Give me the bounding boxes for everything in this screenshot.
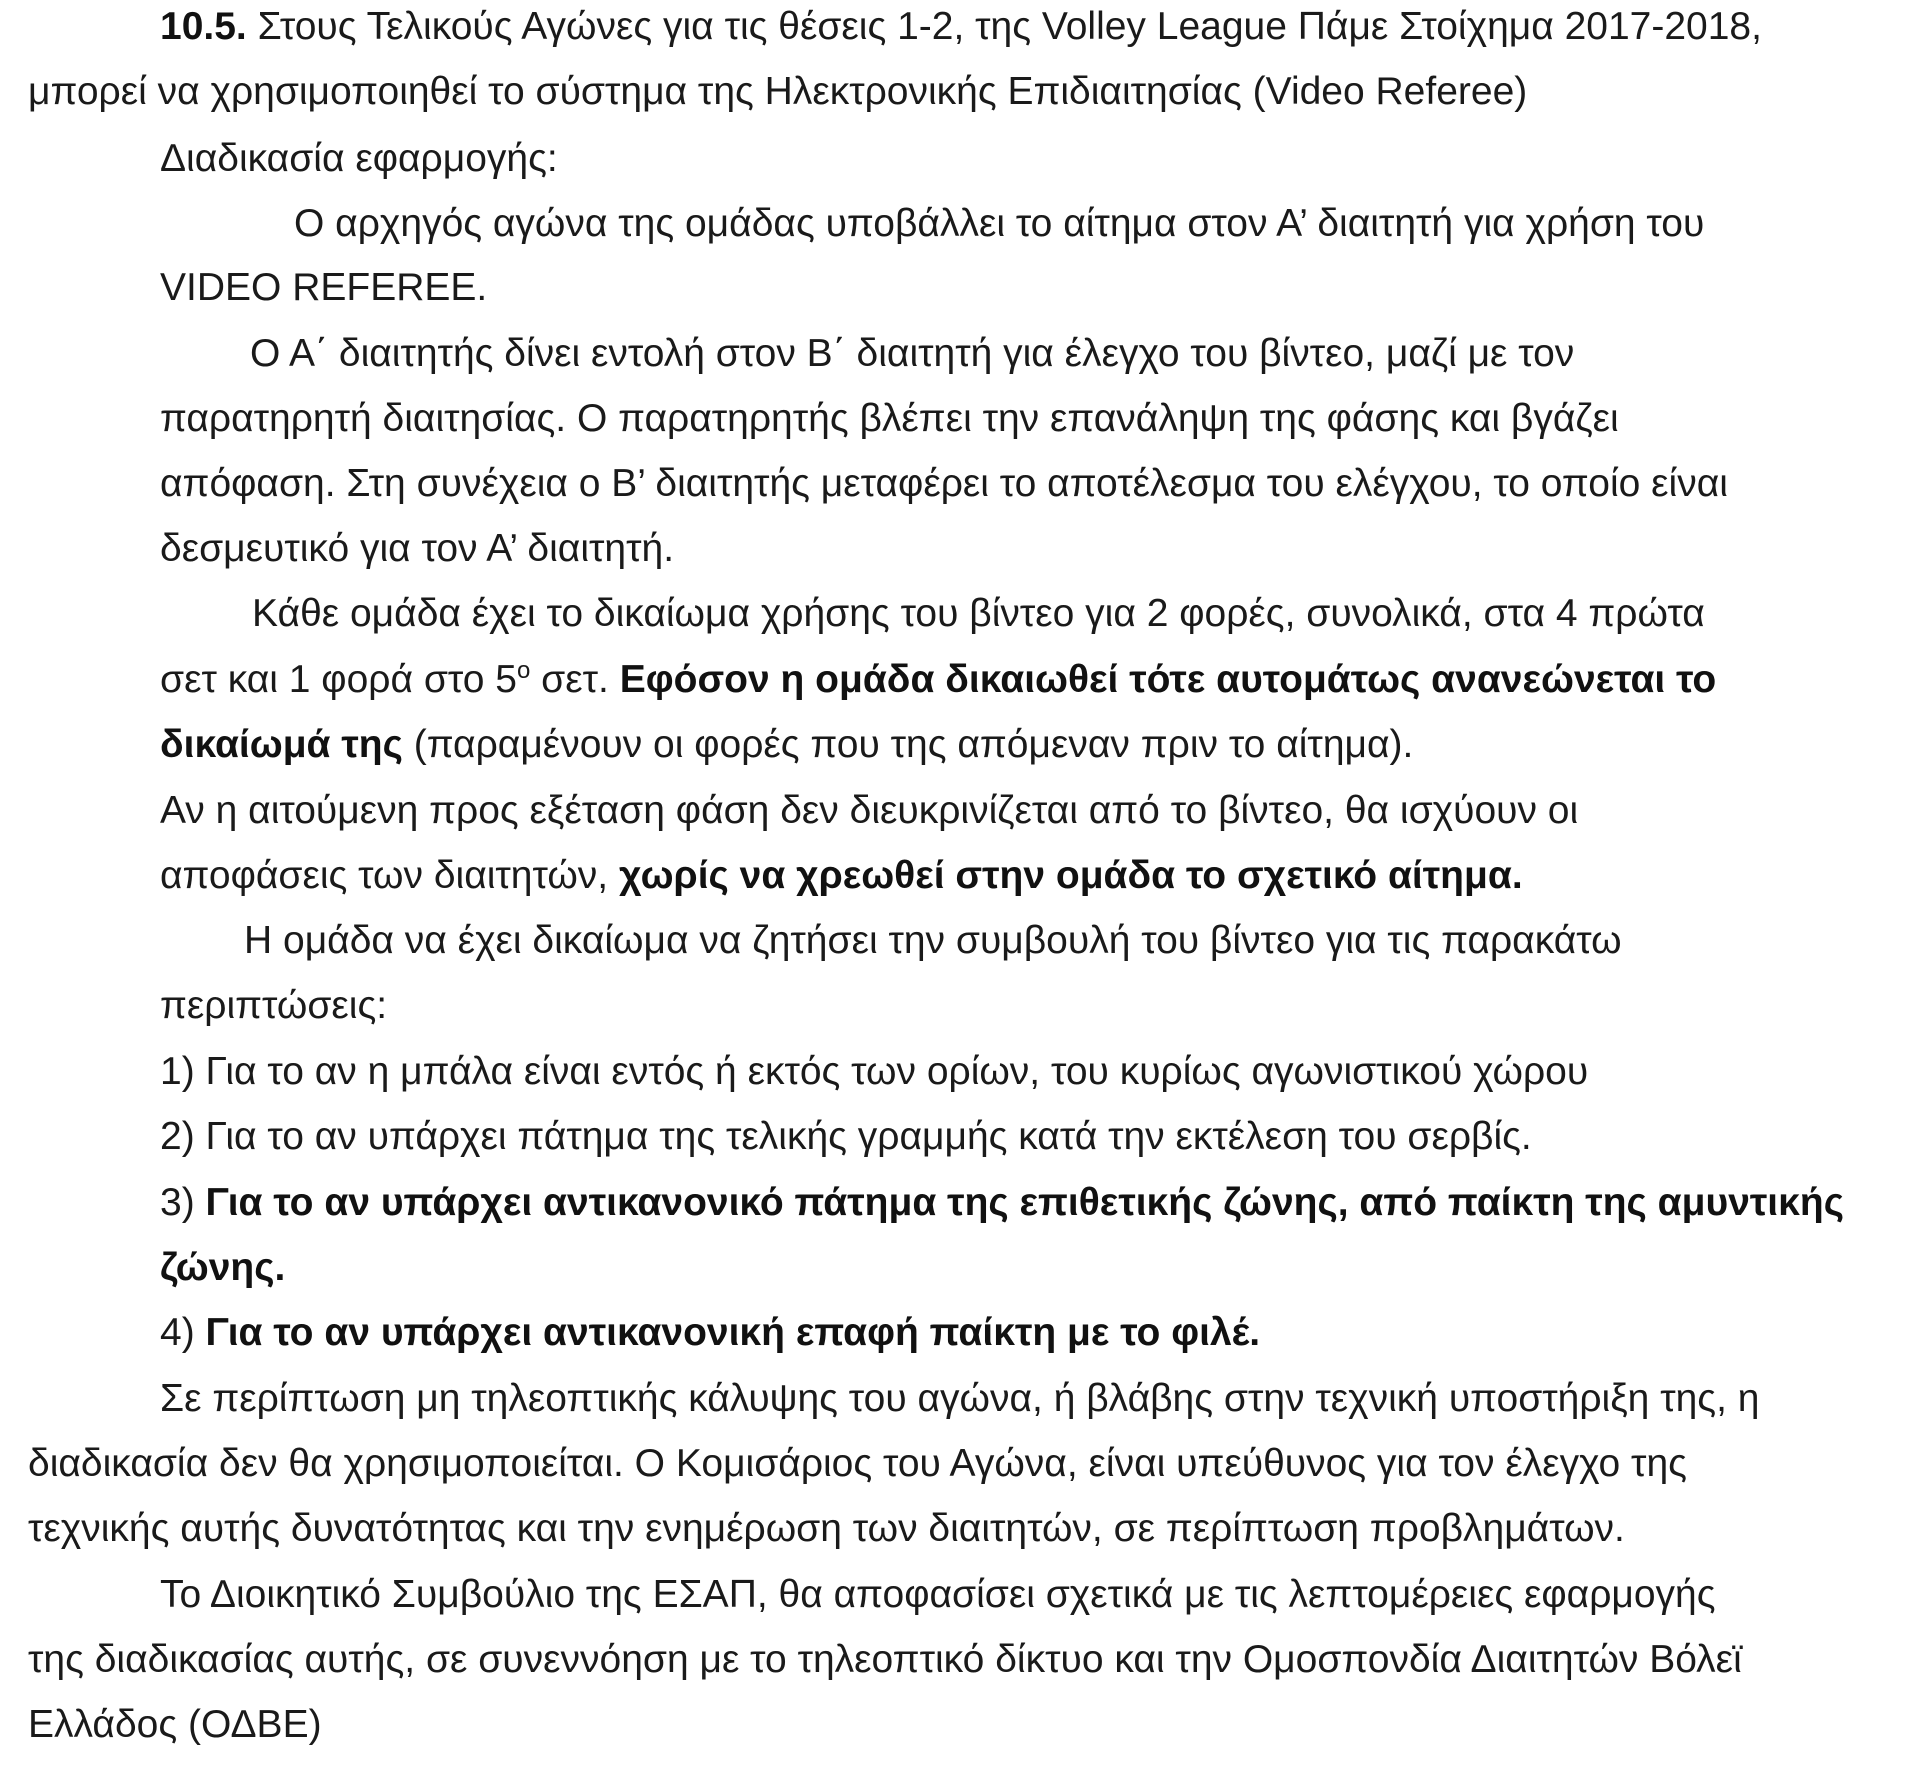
p9-line2: της διαδικασίας αυτής, σε συνεννόηση με το τηλεοπτικό δίκτυο και την Ομοσπονδία Διαιτητών Βόλεϊ [28, 1638, 1742, 1681]
p6-line2-pre: αποφάσεις των διαιτητών, [160, 854, 619, 897]
p3-line1: Ο αρχηγός αγώνα της ομάδας υποβάλλει το αίτημα στον Α’ διαιτητή για χρήση του [294, 202, 1705, 245]
list-item-3 [160, 1178, 1844, 1228]
p7-line1: Η ομάδα να έχει δικαίωμα να ζητήσει την συμβουλή του βίντεο για τις παρακάτω [244, 919, 1622, 962]
p6-line1: Αν η αιτούμενη προς εξέταση φάση δεν διευκρινίζεται από το βίντεο, θα ισχύουν οι [160, 789, 1579, 832]
p1-line2: μπορεί να χρησιμοποιηθεί το σύστημα της Ηλεκτρονικής Επιδιαιτησίας (Video Referee) [28, 70, 1528, 113]
p7-line2: περιπτώσεις: [160, 984, 388, 1027]
list-item-4-text: Για το αν υπάρχει αντικανονική επαφή παίκτη με το φιλέ. [205, 1311, 1261, 1354]
p5-line2-post: σετ. [530, 658, 609, 701]
list-item-1 [160, 1047, 1588, 1097]
p5-line1: Κάθε ομάδα έχει το δικαίωμα χρήσης του βίντεο για 2 φορές, συνολικά, στα 4 πρώτα [252, 592, 1705, 635]
list-item-3-cont [160, 1243, 285, 1293]
p4-line2: παρατηρητή διαιτησίας. Ο παρατηρητής βλέπει την επανάληψη της φάσης και βγάζει [160, 397, 1619, 440]
list-item-2-num: 2) [160, 1115, 195, 1158]
p1-line1-text: Στους Τελικούς Αγώνες για τις θέσεις 1-2, της Volley League Πάμε Στοίχημα 2017-2018, [257, 5, 1762, 48]
list-item-3-text: Για το αν υπάρχει αντικανονικό πάτημα της επιθετικής ζώνης, από παίκτη της αμυντικής [205, 1181, 1844, 1224]
superscript-o: ο [516, 657, 531, 684]
list-item-1-text: Για το αν η μπάλα είναι εντός ή εκτός των ορίων, του κυρίως αγωνιστικού χώρου [205, 1050, 1589, 1093]
list-item-4-num: 4) [160, 1311, 195, 1354]
p8-line3: τεχνικής αυτής δυνατότητας και την ενημέρωση των διαιτητών, σε περίπτωση προβλημάτων. [28, 1507, 1625, 1550]
p3-line2: VIDEO REFEREE. [160, 266, 488, 309]
p8-line1: Σε περίπτωση μη τηλεοπτικής κάλυψης του αγώνα, ή βλάβης στην τεχνική υποστήριξη της, η [160, 1377, 1760, 1420]
list-item-2-text: Για το αν υπάρχει πάτημα της τελικής γραμμής κατά την εκτέλεση του σερβίς. [205, 1115, 1532, 1158]
p5-line3-rest: (παραμένουν οι φορές που της απόμεναν πριν το αίτημα). [402, 723, 1414, 766]
section-number: 10.5. [160, 5, 247, 48]
p2-line1: Διαδικασία εφαρμογής: [160, 137, 558, 180]
p4-line1: Ο Α΄ διαιτητής δίνει εντολή στον Β΄ διαιτητή για έλεγχο του βίντεο, μαζί με τον [250, 332, 1575, 375]
list-item-1-num: 1) [160, 1050, 195, 1093]
p1-line1 [160, 2, 1890, 52]
p6-line2 [160, 851, 1523, 901]
p5-line2-pre: σετ και 1 φορά στο 5 [160, 658, 517, 701]
p5-line2-bold: Εφόσον η ομάδα δικαιωθεί τότε αυτομάτως ανανεώνεται το [619, 658, 1717, 701]
p4-line4: δεσμευτικό για τον Α’ διαιτητή. [160, 527, 675, 570]
p6-line2-bold: χωρίς να χρεωθεί στην ομάδα το σχετικό αίτημα. [618, 854, 1523, 897]
list-item-3-text2: ζώνης. [160, 1246, 286, 1289]
p5-line2 [160, 655, 1716, 705]
p9-line3: Ελλάδος (ΟΔΒΕ) [28, 1703, 322, 1746]
p8-line2: διαδικασία δεν θα χρησιμοποιείται. Ο Κομισάριος του Αγώνα, είναι υπεύθυνος για τον έλεγχο της [28, 1442, 1687, 1485]
list-item-3-num: 3) [160, 1181, 195, 1224]
list-item-4 [160, 1308, 1260, 1358]
list-item-2 [160, 1112, 1532, 1162]
p5-line3-bold: δικαίωμά της [160, 723, 403, 766]
p5-line3 [160, 720, 1413, 770]
p9-line1: Το Διοικητικό Συμβούλιο της ΕΣΑΠ, θα αποφασίσει σχετικά με τις λεπτομέρειες εφαρμογής [160, 1573, 1716, 1616]
p4-line3: απόφαση. Στη συνέχεια ο Β’ διαιτητής μεταφέρει το αποτέλεσμα του ελέγχου, το οποίο είναι [160, 462, 1728, 505]
